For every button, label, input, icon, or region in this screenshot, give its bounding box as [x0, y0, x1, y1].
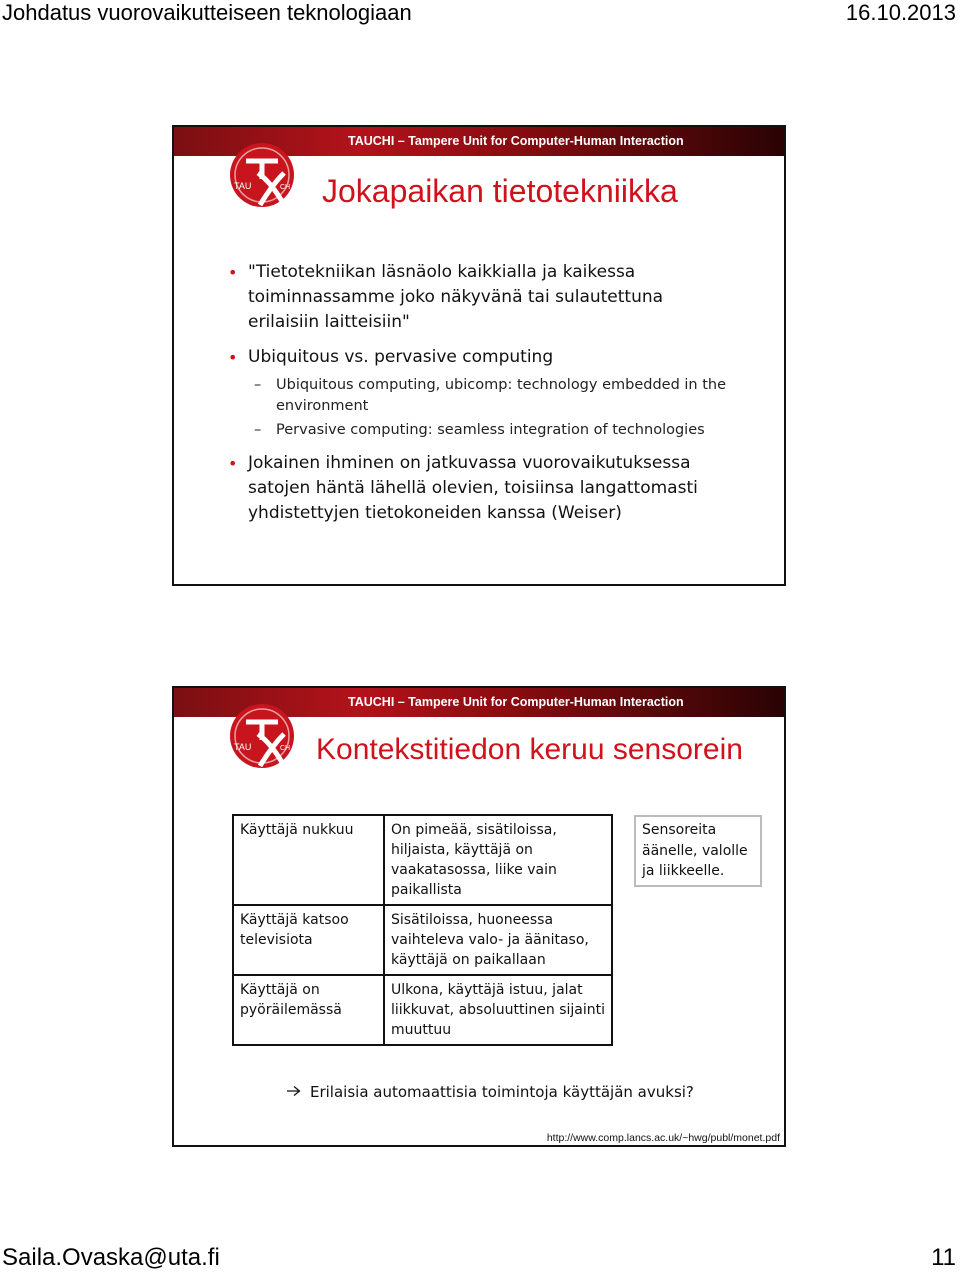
- table-cell-situation: Käyttäjä katsoo televisiota: [233, 905, 384, 975]
- table-cell-context: On pimeää, sisätiloissa, hiljaista, käyttäjä on vaakatasossa, liike vain paikallista: [384, 815, 612, 905]
- bullet-dot-icon: •: [228, 263, 238, 282]
- author-email: Saila.Ovaska@uta.fi: [2, 1244, 220, 1271]
- table-row: [233, 905, 612, 975]
- sensor-note-box: Sensoreita äänelle, valolle ja liikkeelle.: [634, 815, 762, 887]
- svg-text:CH: CH: [280, 184, 291, 191]
- bullet-dot-icon: •: [228, 454, 238, 473]
- bullet-dot-icon: •: [228, 348, 238, 367]
- slide-header-text: TAUCHI – Tampere Unit for Computer-Human Interaction: [348, 695, 684, 709]
- slide-title: Kontekstitiedon keruu sensorein: [316, 733, 743, 766]
- document-title: Johdatus vuorovaikutteiseen teknologiaan: [2, 0, 412, 25]
- sub-bullet-list: [220, 375, 760, 441]
- page-number: 11: [931, 1244, 956, 1271]
- tauchi-logo: [228, 139, 302, 209]
- table-row: [233, 815, 612, 905]
- dash-icon: –: [254, 377, 262, 393]
- table-cell-context: Ulkona, käyttäjä istuu, jalat liikkuvat, absoluuttinen sijainti muuttuu: [384, 975, 612, 1045]
- slide-2: [172, 686, 786, 1147]
- tauchi-logo: [228, 700, 302, 770]
- bullet-item: • "Tietotekniikan läsnäolo kaikkialla ja kaikessa toiminnassamme joko näkyvänä tai sulautettuna erilaisiin laitteisiin": [228, 262, 664, 332]
- table-cell-context: Sisätiloissa, huoneessa vaihteleva valo- ja äänitaso, käyttäjä on paikallaan: [384, 905, 612, 975]
- context-table: [232, 814, 613, 1046]
- slide-title: Jokapaikan tietotekniikka: [322, 173, 678, 209]
- sub-bullet-item: – Ubiquitous computing, ubicomp: technology embedded in the environment: [254, 377, 727, 414]
- right-arrow-icon: [286, 1083, 302, 1101]
- svg-text:CH: CH: [280, 745, 291, 752]
- source-url: http://www.comp.lancs.ac.uk/~hwg/publ/monet.pdf: [546, 1132, 780, 1144]
- slide-1: [172, 125, 786, 586]
- slide-header-text: TAUCHI – Tampere Unit for Computer-Human Interaction: [348, 134, 684, 148]
- table-cell-situation: Käyttäjä on pyöräilemässä: [233, 975, 384, 1045]
- document-date: 16.10.2013: [845, 0, 956, 25]
- sub-bullet-item: – Pervasive computing: seamless integration of technologies: [220, 420, 760, 441]
- question-line: Erilaisia automaattisia toimintoja käyttäjän avuksi?: [286, 1083, 694, 1101]
- dash-icon: –: [254, 422, 262, 438]
- bullet-item: • Ubiquitous vs. pervasive computing: [220, 345, 760, 370]
- bullet-item: • Jokainen ihminen on jatkuvassa vuorovaikutuksessa satojen häntä lähellä olevien, toisiinsa langattomasti yhdistettyjen tietokoneiden kanssa (Weiser): [228, 453, 698, 523]
- table-cell-situation: Käyttäjä nukkuu: [233, 815, 384, 905]
- table-row: [233, 975, 612, 1045]
- svg-text:TAU: TAU: [234, 181, 252, 191]
- bullet-list: [220, 260, 760, 536]
- svg-text:TAU: TAU: [234, 742, 252, 752]
